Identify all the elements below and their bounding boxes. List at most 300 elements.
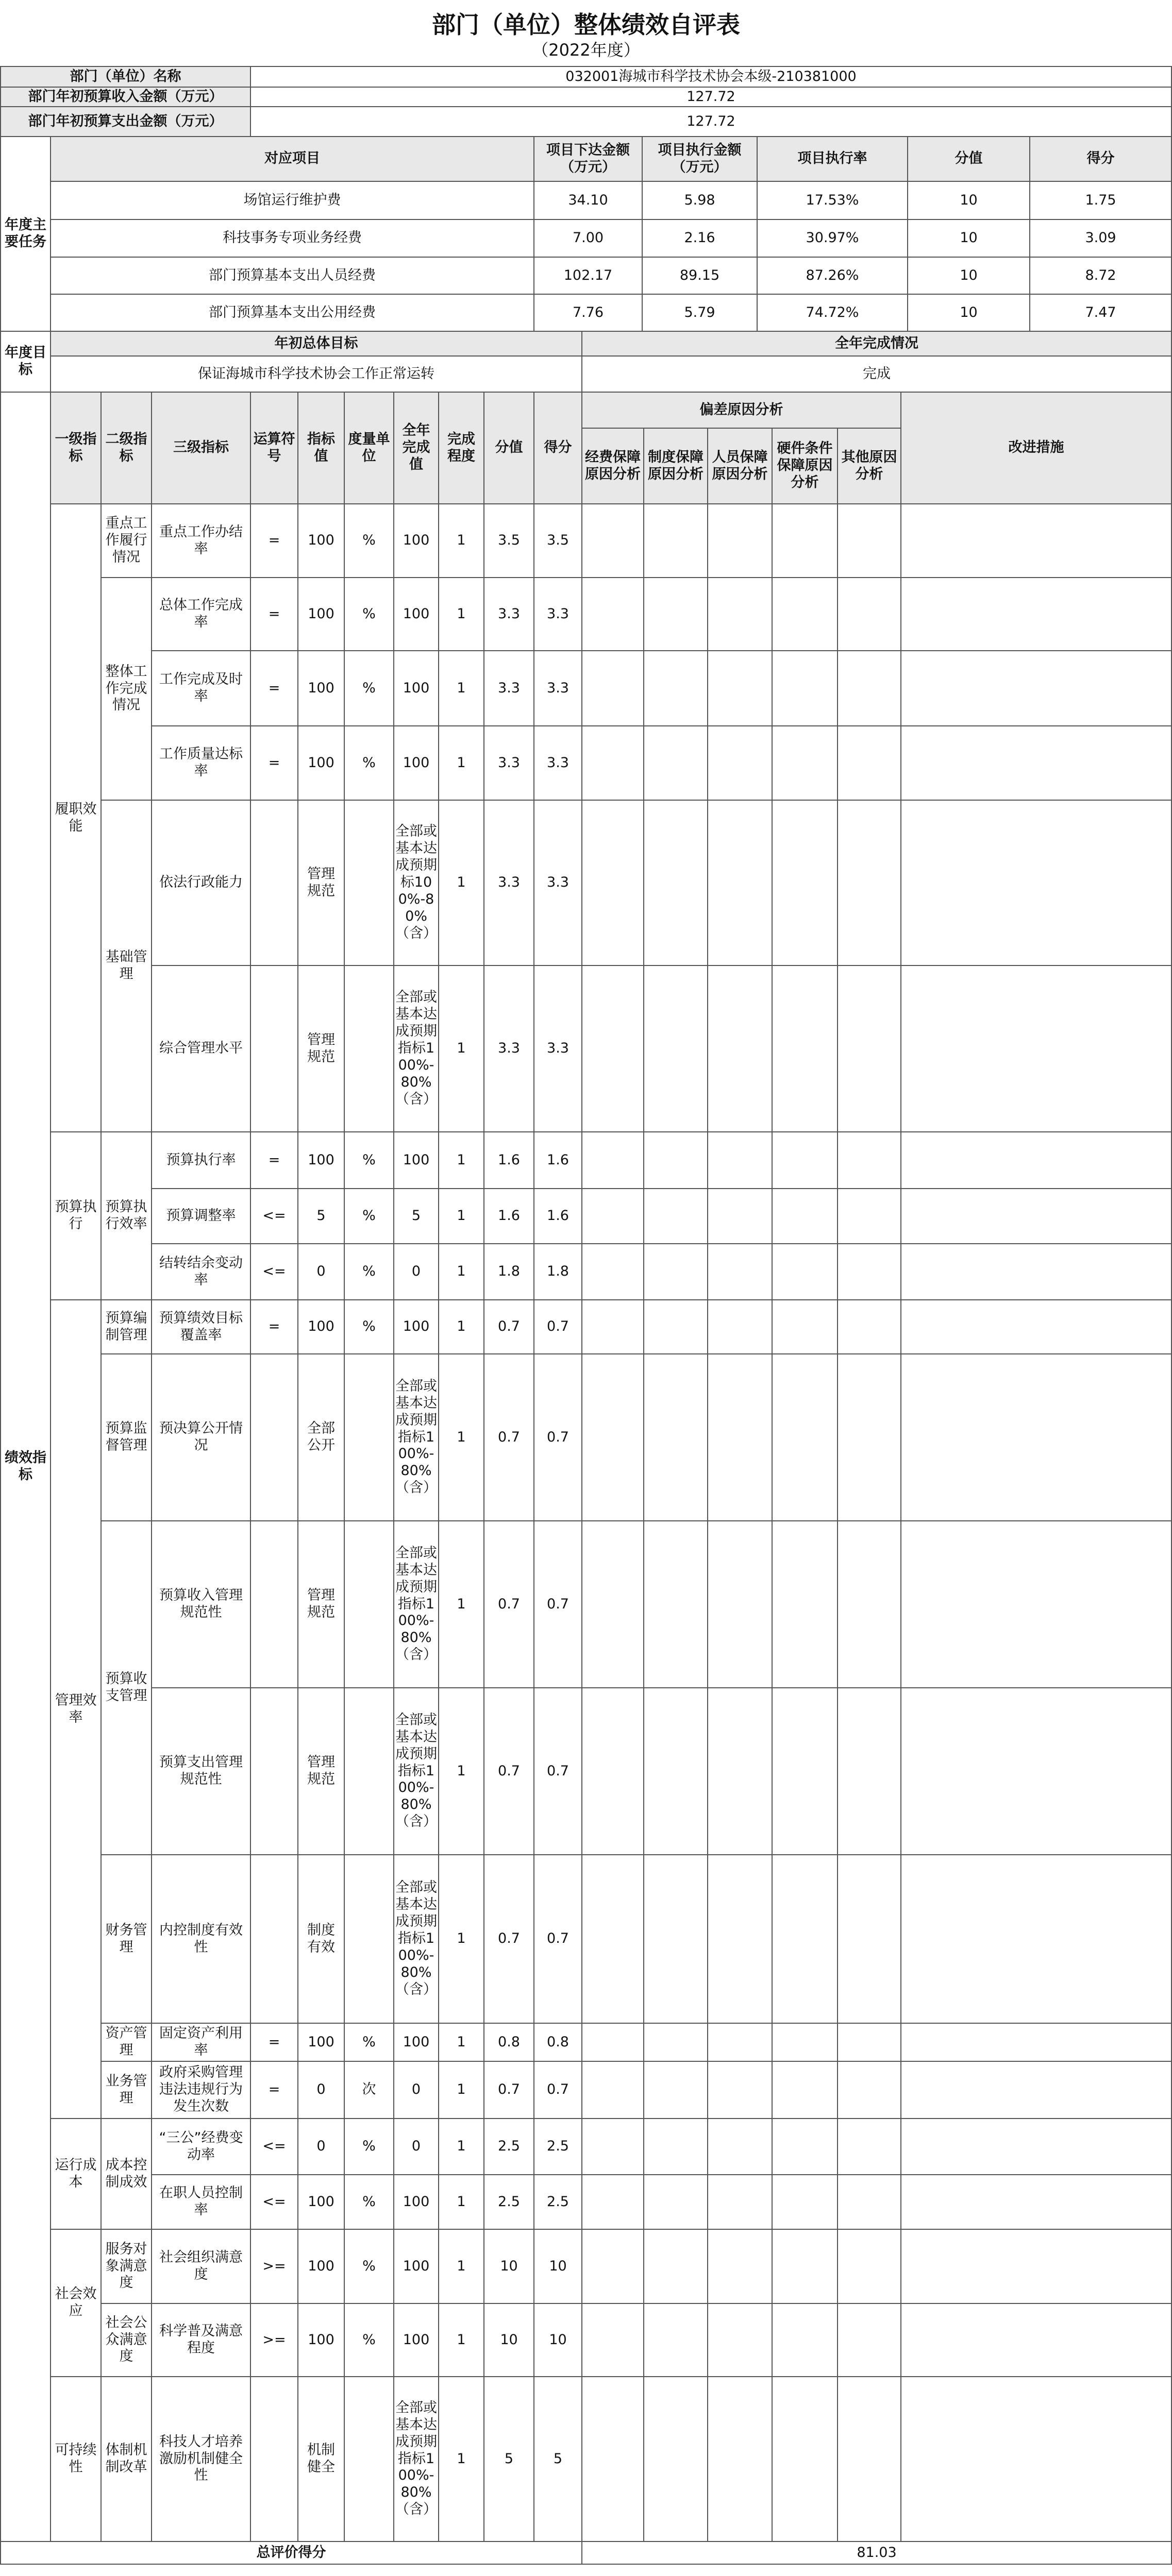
operator: =: [250, 2061, 298, 2119]
deviation-cell: [581, 1131, 644, 1189]
deviation-cell: [643, 1243, 708, 1300]
task-project-name: 部门预算基本支出人员经费: [50, 257, 534, 295]
unit: %: [344, 2303, 394, 2377]
score: 2.5: [533, 2174, 582, 2230]
unit: %: [344, 2174, 394, 2230]
deviation-cell: [581, 2023, 644, 2062]
max-score: 0.7: [483, 1520, 534, 1688]
deviation-cell: [643, 2174, 708, 2230]
operator: <=: [250, 2174, 298, 2230]
level3-indicator: 预算调整率: [151, 1188, 251, 1244]
deviation-cell: [772, 577, 838, 651]
level3-indicator: 预算收入管理规范性: [151, 1520, 251, 1688]
max-score: 1.6: [483, 1131, 534, 1189]
unit: 次: [344, 2061, 394, 2119]
level3-indicator: 固定资产利用率: [151, 2023, 251, 2062]
level3-indicator: 结转结余变动率: [151, 1243, 251, 1300]
improvement-cell: [900, 1243, 1172, 1300]
deviation-cell: [581, 1687, 644, 1855]
completion-degree: 1: [438, 1353, 484, 1521]
header-target: 指标值: [297, 392, 345, 504]
actual-value: 全部或基本达成预期指标100%-80%（含）: [393, 1687, 439, 1855]
operator: [250, 2376, 298, 2542]
score: 3.3: [533, 800, 582, 966]
target-value: 0: [297, 2118, 345, 2175]
deviation-cell: [837, 2061, 901, 2119]
deviation-cell: [643, 1131, 708, 1189]
target-value: 100: [297, 1299, 345, 1354]
score: 1.8: [533, 1243, 582, 1300]
unit: [344, 2376, 394, 2542]
dept-name-label: 部门（单位）名称: [0, 66, 251, 88]
operator: [250, 965, 298, 1132]
level3-indicator: 内控制度有效性: [151, 1854, 251, 2024]
max-score: 0.7: [483, 1299, 534, 1354]
score: 0.7: [533, 1854, 582, 2024]
improvement-cell: [900, 2023, 1172, 2062]
task-execution-rate: 87.26%: [757, 257, 908, 295]
target-value: 100: [297, 2174, 345, 2230]
deviation-cell: [707, 800, 773, 966]
deviation-cell: [581, 2376, 644, 2542]
improvement-cell: [900, 1520, 1172, 1688]
max-score: 3.3: [483, 725, 534, 801]
deviation-cell: [837, 1687, 901, 1855]
completion-degree: 1: [438, 2229, 484, 2304]
target-value: 全部公开: [297, 1353, 345, 1521]
max-score: 3.3: [483, 650, 534, 726]
executed-amount-header: 项目执行金额（万元）: [642, 136, 758, 182]
deviation-cell: [772, 800, 838, 966]
unit: [344, 800, 394, 966]
improvement-cell: [900, 2061, 1172, 2119]
max-score: 2.5: [483, 2174, 534, 2230]
actual-value: 全部或基本达成预期指标100%-80%（含）: [393, 1520, 439, 1688]
score: 3.3: [533, 577, 582, 651]
deviation-cell: [581, 2061, 644, 2119]
unit: %: [344, 725, 394, 801]
max-score-header: 分值: [907, 136, 1030, 182]
level3-indicator: 科学普及满意程度: [151, 2303, 251, 2377]
level2-indicator: 体制机制改革: [101, 2376, 152, 2542]
completion-degree: 1: [438, 800, 484, 966]
task-project-name: 科技事务专项业务经费: [50, 219, 534, 258]
score: 0.7: [533, 1353, 582, 1521]
task-executed-amount: 89.15: [642, 257, 758, 295]
deviation-cell: [772, 2376, 838, 2542]
max-score: 3.3: [483, 800, 534, 966]
deviation-cell: [707, 1243, 773, 1300]
project-header: 对应项目: [50, 136, 534, 182]
deviation-cell: [707, 1299, 773, 1354]
unit: %: [344, 1243, 394, 1300]
max-score: 0.7: [483, 1854, 534, 2024]
deviation-cell: [581, 1353, 644, 1521]
completion-degree: 1: [438, 1188, 484, 1244]
header-unit: 度量单位: [344, 392, 394, 504]
task-project-name: 部门预算基本支出公用经费: [50, 294, 534, 332]
level3-indicator: 综合管理水平: [151, 965, 251, 1132]
unit: %: [344, 577, 394, 651]
operator: =: [250, 650, 298, 726]
level3-indicator: 科技人才培养激励机制健全性: [151, 2376, 251, 2542]
deviation-cell: [772, 503, 838, 578]
score: 1.6: [533, 1188, 582, 1244]
score-header: 得分: [1029, 136, 1172, 182]
deviation-cell: [837, 1131, 901, 1189]
operator: <=: [250, 2118, 298, 2175]
level3-indicator: 在职人员控制率: [151, 2174, 251, 2230]
task-execution-rate: 74.72%: [757, 294, 908, 332]
completion-degree: 1: [438, 1520, 484, 1688]
deviation-cell: [581, 650, 644, 726]
level2-indicator: 资产管理: [101, 2023, 152, 2062]
deviation-cell: [707, 725, 773, 801]
level1-indicator: 预算执行: [50, 1131, 102, 1300]
deviation-cell: [581, 2229, 644, 2304]
initial-goal-value: 保证海城市科学技术协会工作正常运转: [50, 355, 582, 393]
deviation-cell: [772, 1131, 838, 1189]
deviation-cell: [643, 503, 708, 578]
deviation-cell: [837, 1353, 901, 1521]
actual-value: 0: [393, 2118, 439, 2175]
deviation-cell: [643, 2229, 708, 2304]
target-value: 管理规范: [297, 1520, 345, 1688]
deviation-cell: [707, 2376, 773, 2542]
operator: >=: [250, 2229, 298, 2304]
completion-degree: 1: [438, 2061, 484, 2119]
completion-degree: 1: [438, 2303, 484, 2377]
operator: =: [250, 503, 298, 578]
task-project-name: 场馆运行维护费: [50, 181, 534, 220]
deviation-cell: [837, 1854, 901, 2024]
improvement-cell: [900, 2118, 1172, 2175]
unit: [344, 965, 394, 1132]
deviation-cell: [772, 2174, 838, 2230]
level2-indicator: 社会公众满意度: [101, 2303, 152, 2377]
task-allocated-amount: 102.17: [533, 257, 643, 295]
operator: =: [250, 577, 298, 651]
operator: <=: [250, 1188, 298, 1244]
unit: %: [344, 1299, 394, 1354]
deviation-analysis-header: 偏差原因分析: [581, 392, 901, 429]
deviation-cell: [707, 1854, 773, 2024]
task-allocated-amount: 7.00: [533, 219, 643, 258]
level2-indicator: 财务管理: [101, 1854, 152, 2024]
operator: =: [250, 2023, 298, 2062]
operator: [250, 800, 298, 966]
deviation-cell: [837, 2376, 901, 2542]
header-dev-other: 其他原因分析: [837, 428, 901, 504]
level3-indicator: 预算支出管理规范性: [151, 1687, 251, 1855]
deviation-cell: [643, 650, 708, 726]
level2-indicator: 基础管理: [101, 800, 152, 1132]
tasks-side-label: 年度主要任务: [0, 136, 51, 332]
improvement-cell: [900, 1854, 1172, 2024]
report-year: （2022年度）: [532, 40, 640, 60]
operator: [250, 1520, 298, 1688]
deviation-cell: [837, 2303, 901, 2377]
score: 0.7: [533, 2061, 582, 2119]
level2-indicator: 成本控制成效: [101, 2118, 152, 2230]
target-value: 100: [297, 1131, 345, 1189]
deviation-cell: [581, 2174, 644, 2230]
deviation-cell: [837, 2023, 901, 2062]
deviation-cell: [707, 2229, 773, 2304]
improvement-cell: [900, 503, 1172, 578]
deviation-cell: [581, 2118, 644, 2175]
score: 0.7: [533, 1520, 582, 1688]
deviation-cell: [643, 1854, 708, 2024]
deviation-cell: [772, 1520, 838, 1688]
actual-value: 100: [393, 725, 439, 801]
level2-indicator: 预算执行效率: [101, 1131, 152, 1300]
improvement-cell: [900, 1353, 1172, 1521]
deviation-cell: [581, 1854, 644, 2024]
deviation-cell: [707, 2303, 773, 2377]
unit: %: [344, 1131, 394, 1189]
improvement-cell: [900, 650, 1172, 726]
initial-goal-header: 年初总体目标: [50, 331, 582, 357]
completion-degree: 1: [438, 2118, 484, 2175]
completion-degree: 1: [438, 965, 484, 1132]
header-score: 分值: [483, 392, 534, 504]
level1-indicator: 可持续性: [50, 2376, 102, 2542]
deviation-cell: [581, 1299, 644, 1354]
deviation-cell: [643, 2303, 708, 2377]
level3-indicator: 政府采购管理违法违规行为发生次数: [151, 2061, 251, 2119]
deviation-cell: [707, 1131, 773, 1189]
operator: =: [250, 725, 298, 801]
task-execution-rate: 30.97%: [757, 219, 908, 258]
completion-degree: 1: [438, 2174, 484, 2230]
level2-indicator: 重点工作履行情况: [101, 503, 152, 578]
max-score: 5: [483, 2376, 534, 2542]
actual-value: 100: [393, 503, 439, 578]
header-level1: 一级指标: [50, 392, 102, 504]
score: 1.6: [533, 1131, 582, 1189]
deviation-cell: [643, 1687, 708, 1855]
task-max-score: 10: [907, 294, 1030, 332]
deviation-cell: [772, 1353, 838, 1521]
deviation-cell: [837, 577, 901, 651]
deviation-cell: [707, 503, 773, 578]
deviation-cell: [643, 577, 708, 651]
unit: %: [344, 2023, 394, 2062]
completion-degree: 1: [438, 725, 484, 801]
unit: %: [344, 2229, 394, 2304]
deviation-cell: [581, 725, 644, 801]
task-max-score: 10: [907, 181, 1030, 220]
task-score: 1.75: [1029, 181, 1172, 220]
deviation-cell: [581, 1188, 644, 1244]
expense-label: 部门年初预算支出金额（万元）: [0, 106, 251, 137]
completion-degree: 1: [438, 2023, 484, 2062]
target-value: 管理规范: [297, 965, 345, 1132]
max-score: 0.8: [483, 2023, 534, 2062]
score: 10: [533, 2303, 582, 2377]
improvement-cell: [900, 2174, 1172, 2230]
improvement-cell: [900, 1687, 1172, 1855]
actual-value: 100: [393, 2303, 439, 2377]
income-value: 127.72: [250, 87, 1172, 107]
improvement-cell: [900, 1299, 1172, 1354]
actual-value: 100: [393, 650, 439, 726]
deviation-cell: [772, 1243, 838, 1300]
max-score: 1.8: [483, 1243, 534, 1300]
deviation-cell: [643, 1520, 708, 1688]
deviation-cell: [772, 2229, 838, 2304]
level2-indicator: 预算收支管理: [101, 1520, 152, 1855]
deviation-cell: [837, 2118, 901, 2175]
level1-indicator: 运行成本: [50, 2118, 102, 2230]
improvement-cell: [900, 2303, 1172, 2377]
completion-degree: 1: [438, 577, 484, 651]
completion-degree: 1: [438, 1854, 484, 2024]
unit: %: [344, 2118, 394, 2175]
header-degree: 完成程度: [438, 392, 484, 504]
deviation-cell: [707, 2174, 773, 2230]
actual-value: 100: [393, 2023, 439, 2062]
task-executed-amount: 5.79: [642, 294, 758, 332]
completion-degree: 1: [438, 1687, 484, 1855]
deviation-cell: [772, 650, 838, 726]
target-value: 制度有效: [297, 1854, 345, 2024]
deviation-cell: [707, 1353, 773, 1521]
level3-indicator: 工作质量达标率: [151, 725, 251, 801]
target-value: 100: [297, 725, 345, 801]
deviation-cell: [837, 965, 901, 1132]
deviation-cell: [581, 965, 644, 1132]
actual-value: 0: [393, 1243, 439, 1300]
deviation-cell: [772, 2061, 838, 2119]
improvement-cell: [900, 965, 1172, 1132]
deviation-cell: [643, 1299, 708, 1354]
unit: %: [344, 503, 394, 578]
operator: [250, 1687, 298, 1855]
actual-value: 全部或基本达成预期指标100%-80%（含）: [393, 2376, 439, 2542]
level1-indicator: 履职效能: [50, 503, 102, 1132]
level1-indicator: 社会效应: [50, 2229, 102, 2377]
deviation-cell: [581, 577, 644, 651]
max-score: 10: [483, 2303, 534, 2377]
score: 5: [533, 2376, 582, 2542]
improvement-cell: [900, 725, 1172, 801]
improvement-header: 改进措施: [900, 392, 1172, 504]
max-score: 10: [483, 2229, 534, 2304]
level1-indicator: 管理效率: [50, 1299, 102, 2119]
unit: %: [344, 650, 394, 726]
actual-value: 100: [393, 577, 439, 651]
actual-value: 100: [393, 2174, 439, 2230]
level3-indicator: 工作完成及时率: [151, 650, 251, 726]
completion-value: 完成: [581, 355, 1172, 393]
improvement-cell: [900, 2376, 1172, 2542]
deviation-cell: [772, 1299, 838, 1354]
actual-value: 100: [393, 2229, 439, 2304]
operator: =: [250, 1299, 298, 1354]
improvement-cell: [900, 577, 1172, 651]
task-allocated-amount: 34.10: [533, 181, 643, 220]
operator: [250, 1353, 298, 1521]
score: 3.3: [533, 965, 582, 1132]
deviation-cell: [772, 1188, 838, 1244]
deviation-cell: [643, 1188, 708, 1244]
deviation-cell: [643, 1353, 708, 1521]
header-dev-funding: 经费保障原因分析: [581, 428, 644, 504]
completion-degree: 1: [438, 1243, 484, 1300]
max-score: 1.6: [483, 1188, 534, 1244]
level3-indicator: 社会组织满意度: [151, 2229, 251, 2304]
deviation-cell: [772, 2303, 838, 2377]
target-value: 100: [297, 2303, 345, 2377]
deviation-cell: [707, 2118, 773, 2175]
task-score: 8.72: [1029, 257, 1172, 295]
target-value: 管理规范: [297, 800, 345, 966]
actual-value: 0: [393, 2061, 439, 2119]
actual-value: 100: [393, 1131, 439, 1189]
level3-indicator: 预算执行率: [151, 1131, 251, 1189]
deviation-cell: [772, 725, 838, 801]
deviation-cell: [837, 2229, 901, 2304]
deviation-cell: [837, 2174, 901, 2230]
completion-degree: 1: [438, 503, 484, 578]
deviation-cell: [837, 1243, 901, 1300]
header-dev-hardware: 硬件条件保障原因分析: [772, 428, 838, 504]
total-score-value: 81.03: [581, 2541, 1172, 2565]
improvement-cell: [900, 1131, 1172, 1189]
deviation-cell: [707, 2061, 773, 2119]
target-value: 100: [297, 2229, 345, 2304]
deviation-cell: [772, 2118, 838, 2175]
deviation-cell: [707, 577, 773, 651]
deviation-cell: [581, 1520, 644, 1688]
deviation-cell: [581, 1243, 644, 1300]
task-execution-rate: 17.53%: [757, 181, 908, 220]
actual-value: 100: [393, 1299, 439, 1354]
task-executed-amount: 5.98: [642, 181, 758, 220]
deviation-cell: [643, 2118, 708, 2175]
header-level3: 三级指标: [151, 392, 251, 504]
dept-name-value: 032001海城市科学技术协会本级-210381000: [250, 66, 1172, 88]
operator: =: [250, 1131, 298, 1189]
target-value: 机制健全: [297, 2376, 345, 2542]
deviation-cell: [837, 650, 901, 726]
deviation-cell: [837, 1188, 901, 1244]
level2-indicator: 服务对象满意度: [101, 2229, 152, 2304]
header-dev-staff: 人员保障原因分析: [707, 428, 773, 504]
indicators-side-label: 绩效指标: [0, 392, 51, 2542]
target-value: 0: [297, 1243, 345, 1300]
deviation-cell: [837, 725, 901, 801]
task-max-score: 10: [907, 257, 1030, 295]
max-score: 2.5: [483, 2118, 534, 2175]
level3-indicator: 依法行政能力: [151, 800, 251, 966]
score: 3.3: [533, 650, 582, 726]
header-actual: 全年完成值: [393, 392, 439, 504]
deviation-cell: [837, 1299, 901, 1354]
level2-indicator: 预算编制管理: [101, 1299, 152, 1354]
deviation-cell: [643, 725, 708, 801]
task-allocated-amount: 7.76: [533, 294, 643, 332]
task-executed-amount: 2.16: [642, 219, 758, 258]
deviation-cell: [707, 1687, 773, 1855]
execution-rate-header: 项目执行率: [757, 136, 908, 182]
deviation-cell: [581, 2303, 644, 2377]
target-value: 100: [297, 503, 345, 578]
deviation-cell: [707, 2023, 773, 2062]
max-score: 3.3: [483, 577, 534, 651]
